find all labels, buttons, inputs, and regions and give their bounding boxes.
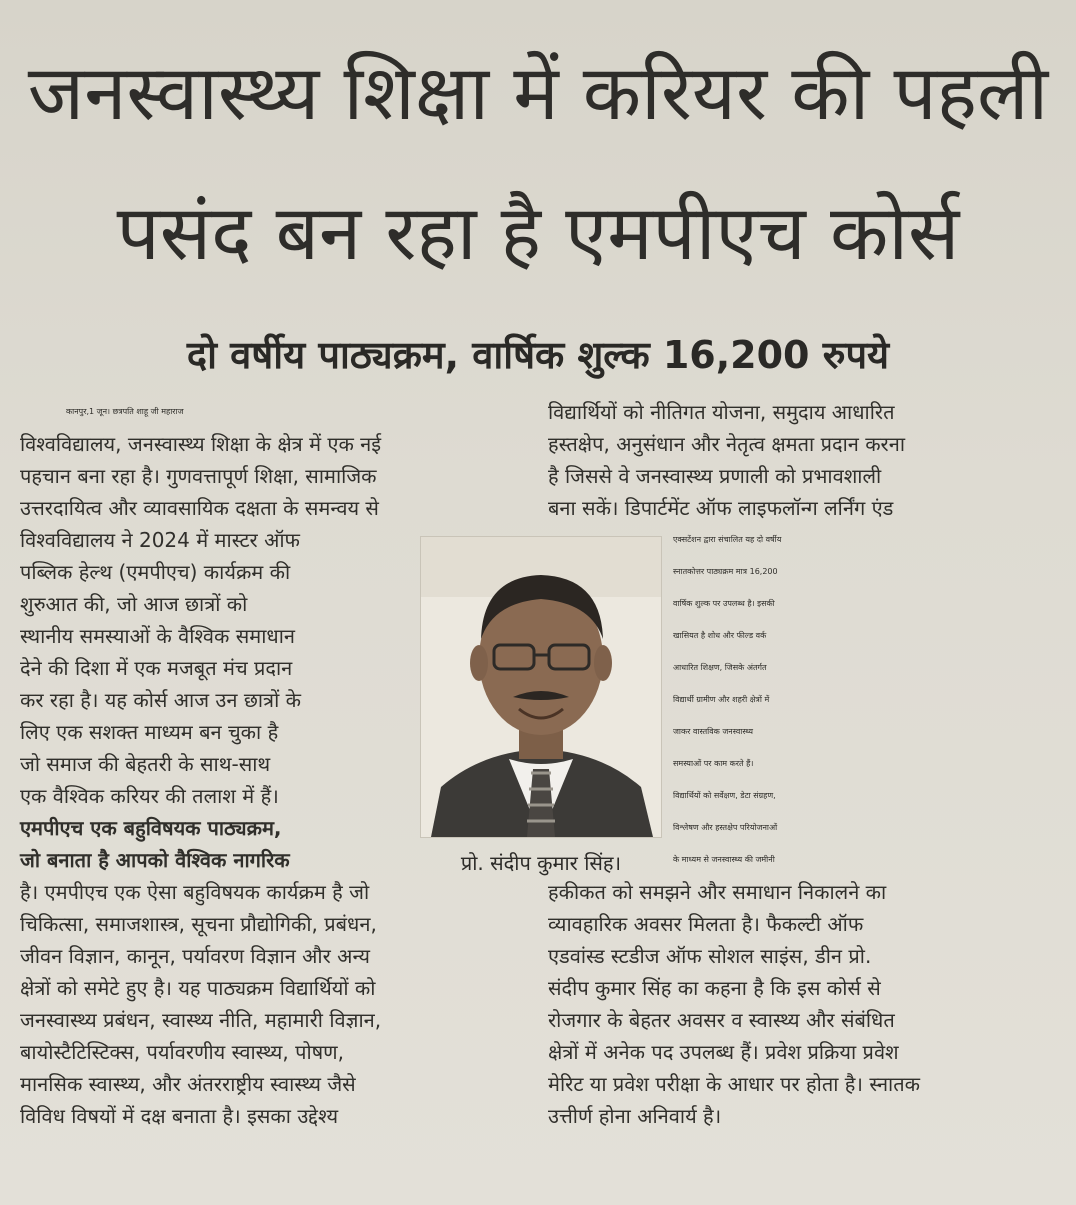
text-line: कर रहा है। यह कोर्स आज उन छात्रों के xyxy=(20,688,301,712)
subsection-heading: एमपीएच एक बहुविषयक पाठ्यक्रम, xyxy=(20,816,282,840)
text-line: स्थानीय समस्याओं के वैश्विक समाधान xyxy=(20,624,296,648)
portrait-photo xyxy=(420,536,662,838)
text-line: पब्लिक हेल्थ (एमपीएच) कार्यक्रम की xyxy=(20,560,291,584)
text-line: हस्तक्षेप, अनुसंधान और नेतृत्व क्षमता प्रदान करना xyxy=(548,432,906,456)
text-line: एडवांस्ड स्टडीज ऑफ सोशल साइंस, डीन प्रो. xyxy=(548,944,872,968)
text-line: क्षेत्रों में अनेक पद उपलब्ध हैं। प्रवेश प्रक्रिया प्रवेश xyxy=(548,1040,899,1064)
text-line: जाकर वास्तविक जनस्वास्थ्य xyxy=(673,727,754,736)
headline-line-2: पसंद बन रहा है एमपीएच कोर्स xyxy=(116,188,960,277)
text-line: देने की दिशा में एक मजबूत मंच प्रदान xyxy=(20,656,293,680)
text-line: बना सकें। डिपार्टमेंट ऑफ लाइफलॉन्ग लर्निंग एंड xyxy=(548,496,894,520)
text-line: शुरुआत की, जो आज छात्रों को xyxy=(20,592,248,616)
subsection-heading: जो बनाता है आपको वैश्विक नागरिक xyxy=(20,848,290,872)
text-line: मानसिक स्वास्थ्य, और अंतरराष्ट्रीय स्वास्थ्य जैसे xyxy=(20,1072,356,1096)
text-line: लिए एक सशक्त माध्यम बन चुका है xyxy=(20,720,279,744)
text-line: जीवन विज्ञान, कानून, पर्यावरण विज्ञान और अन्य xyxy=(20,944,370,968)
text-line: है। एमपीएच एक ऐसा बहुविषयक कार्यक्रम है जो xyxy=(20,880,370,904)
text-line: समस्याओं पर काम करते हैं। xyxy=(673,759,754,768)
text-line: विद्यार्थियों को सर्वेक्षण, डेटा संग्रहण, xyxy=(673,791,776,800)
text-line: उत्तीर्ण होना अनिवार्य है। xyxy=(548,1104,722,1128)
text-line: विश्वविद्यालय, जनस्वास्थ्य शिक्षा के क्षेत्र में एक नई xyxy=(20,432,382,456)
headline-line-1: जनस्वास्थ्य शिक्षा में करियर की पहली xyxy=(27,48,1049,137)
photo-caption: प्रो. संदीप कुमार सिंह। xyxy=(460,851,622,875)
text-line: कानपुर,1 जून। छत्रपति शाहू जी महाराज xyxy=(66,407,184,416)
text-line: एक वैश्विक करियर की तलाश में हैं। xyxy=(20,784,279,808)
text-line: पहचान बना रहा है। गुणवत्तापूर्ण शिक्षा, सामाजिक xyxy=(20,464,377,488)
text-line: मेरिट या प्रवेश परीक्षा के आधार पर होता है। स्नातक xyxy=(548,1072,920,1096)
portrait-illustration xyxy=(421,537,661,837)
text-line: विविध विषयों में दक्ष बनाता है। इसका उद्देश्य xyxy=(20,1104,339,1128)
subheadline: दो वर्षीय पाठ्यक्रम, वार्षिक शुल्क 16,200 रुपये xyxy=(186,333,890,377)
text-line: जो समाज की बेहतरी के साथ-साथ xyxy=(20,752,271,776)
text-line: विद्यार्थी ग्रामीण और शहरी क्षेत्रों में xyxy=(673,695,770,704)
text-line: उत्तरदायित्व और व्यावसायिक दक्षता के समन्वय से xyxy=(20,496,379,520)
text-line: विश्लेषण और हस्तक्षेप परियोजनाओं xyxy=(673,823,778,832)
text-line: के माध्यम से जनस्वास्थ्य की जमीनी xyxy=(673,855,775,864)
text-line: चिकित्सा, समाजशास्त्र, सूचना प्रौद्योगिकी, प्रबंधन, xyxy=(20,912,377,936)
text-line: वार्षिक शुल्क पर उपलब्ध है। इसकी xyxy=(673,599,775,608)
text-line: एक्सटेंशन द्वारा संचालित यह दो वर्षीय xyxy=(673,535,782,544)
text-line: हकीकत को समझने और समाधान निकालने का xyxy=(548,880,887,904)
text-line: आधारित शिक्षण, जिसके अंतर्गत xyxy=(673,663,767,672)
text-line: संदीप कुमार सिंह का कहना है कि इस कोर्स से xyxy=(548,976,881,1000)
text-line: व्यावहारिक अवसर मिलता है। फैकल्टी ऑफ xyxy=(548,912,864,936)
text-line: क्षेत्रों को समेटे हुए है। यह पाठ्यक्रम विद्यार्थियों को xyxy=(20,976,376,1000)
text-line: बायोस्टैटिस्टिक्स, पर्यावरणीय स्वास्थ्य, पोषण, xyxy=(20,1040,345,1064)
text-line: विद्यार्थियों को नीतिगत योजना, समुदाय आधारित xyxy=(548,400,895,424)
text-line: है जिससे वे जनस्वास्थ्य प्रणाली को प्रभावशाली xyxy=(548,464,882,488)
text-line: रोजगार के बेहतर अवसर व स्वास्थ्य और संबंधित xyxy=(548,1008,895,1032)
text-line: विश्वविद्यालय ने 2024 में मास्टर ऑफ xyxy=(20,528,300,552)
text-line: खासियत है शोध और फील्ड वर्क xyxy=(673,631,767,640)
text-line: जनस्वास्थ्य प्रबंधन, स्वास्थ्य नीति, महामारी विज्ञान, xyxy=(20,1008,382,1032)
text-line: स्नातकोत्तर पाठ्यक्रम मात्र 16,200 xyxy=(673,567,778,576)
